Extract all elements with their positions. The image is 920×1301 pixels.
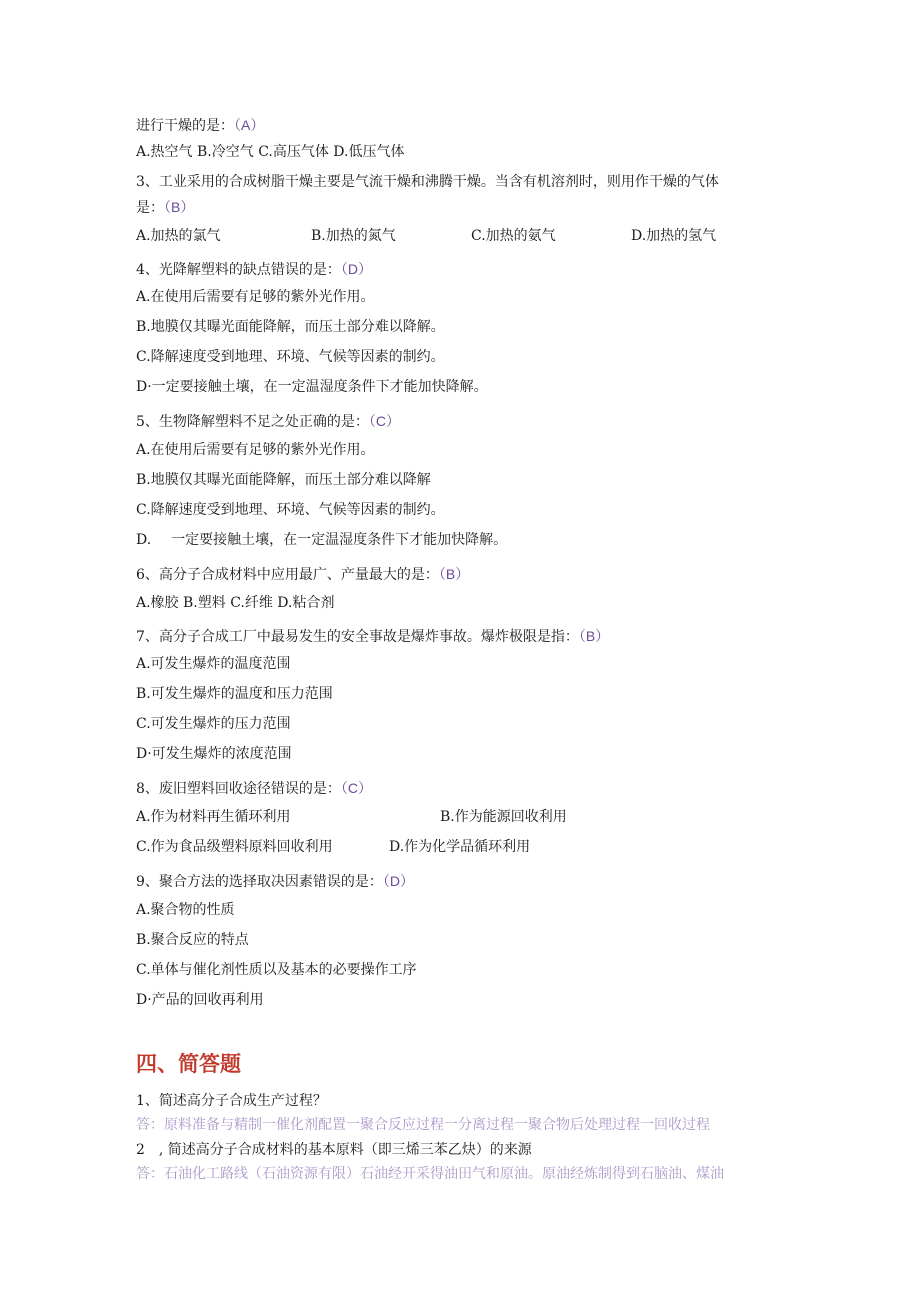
q4-answer: （D） [340, 261, 373, 277]
q6-stem-line [136, 565, 469, 584]
section-heading: 四、简答题 [136, 1051, 241, 1076]
q9-option-d: D·产品的回收再利用 [136, 992, 264, 1008]
q3-stem-line1: 3、工业采用的合成树脂干燥主要是气流干燥和沸腾干燥。当含有机溶剂时，则用作干燥的气体 [136, 174, 719, 190]
q8-stem: 8、废旧塑料回收途径错误的是： [136, 781, 341, 797]
q5-option-b: B.地膜仅其曝光面能降解，而压土部分难以降解 [136, 472, 431, 488]
q5-option-d-label: D. [136, 532, 152, 548]
q4-option-b: B.地膜仅其曝光面能降解，而压土部分难以降解。 [136, 319, 445, 335]
q4-stem: 4、光降解塑料的缺点错误的是： [136, 262, 341, 278]
q7-stem: 7、高分子合成工厂中最易发生的安全事故是爆炸事故。爆炸极限是指： [136, 629, 579, 645]
q6-answer: （B） [438, 566, 470, 582]
q2-stem-line [136, 116, 264, 135]
q6-options: A.橡胶 B.塑料 C.纤维 D.粘合剂 [136, 595, 335, 611]
q9-stem: 9、聚合方法的选择取决因素错误的是： [136, 874, 383, 890]
q9-option-b: B.聚合反应的特点 [136, 932, 249, 948]
q9-stem-line [136, 872, 414, 891]
q3-option-d: D.加热的氢气 [631, 228, 717, 244]
short-answer-q1: 1、简述高分子合成生产过程？ [136, 1093, 327, 1109]
q7-option-b: B.可发生爆炸的温度和压力范围 [136, 686, 333, 702]
q5-option-a: A.在使用后需要有足够的紫外光作用。 [136, 442, 375, 458]
q4-option-c: C.降解速度受到地理、环境、气候等因素的制约。 [136, 349, 445, 365]
q7-option-c: C.可发生爆炸的压力范围 [136, 716, 291, 732]
q7-option-a: A.可发生爆炸的温度范围 [136, 656, 291, 672]
q5-option-d [136, 531, 507, 549]
q7-option-d: D·可发生爆炸的浓度范围 [136, 746, 292, 762]
q8-stem-line [136, 779, 372, 798]
q4-option-a: A.在使用后需要有足够的紫外光作用。 [136, 289, 375, 305]
short-answer-q2: 2 , 简述高分子合成材料的基本原料（即三烯三苯乙炔）的来源 [136, 1142, 532, 1158]
q3-stem-continued: 是： [136, 200, 164, 216]
q5-option-c: C.降解速度受到地理、环境、气候等因素的制约。 [136, 502, 445, 518]
q7-answer: （B） [578, 628, 610, 644]
q4-option-d: D·一定要接触土壤，在一定温湿度条件下才能加快降解。 [136, 379, 488, 395]
q8-option-a: A.作为材料再生循环利用 [136, 809, 291, 825]
q3-answer: （B） [164, 199, 195, 215]
short-answer-a2: 答：石油化工路线（石油资源有限）石油经开采得油田气和原油。原油经炼制得到石脑油、煤油 [136, 1166, 724, 1182]
q3-stem-line2 [136, 198, 194, 217]
q2-stem: 进行干燥的是： [136, 118, 234, 134]
q3-option-c: C.加热的氨气 [471, 228, 556, 244]
q8-option-c: C.作为食品级塑料原料回收利用 [136, 839, 333, 855]
q9-answer: （D） [382, 873, 415, 889]
q5-stem: 5、生物降解塑料不足之处正确的是： [136, 414, 369, 430]
q2-options: A.热空气 B.冷空气 C.高压气体 D.低压气体 [136, 144, 405, 160]
short-answer-a1: 答：原料准备与精制一催化剂配置一聚合反应过程一分离过程一聚合物后处理过程一回收过程 [136, 1117, 710, 1133]
q8-option-d: D.作为化学品循环利用 [389, 839, 531, 855]
q2-answer: （A） [234, 117, 265, 133]
q5-answer: （C） [368, 413, 401, 429]
q7-stem-line [136, 627, 609, 646]
q9-option-a: A.聚合物的性质 [136, 902, 235, 918]
q6-stem: 6、高分子合成材料中应用最广、产量最大的是： [136, 567, 439, 583]
q8-option-b: B.作为能源回收利用 [440, 809, 567, 825]
q5-option-d-text: 一定要接触土壤，在一定温湿度条件下才能加快降解。 [171, 532, 508, 548]
q3-option-b: B.加热的氮气 [311, 228, 396, 244]
q8-answer: （C） [340, 780, 373, 796]
q9-option-c: C.单体与催化剂性质以及基本的必要操作工序 [136, 962, 417, 978]
q3-option-a: A.加热的氯气 [136, 228, 221, 244]
q5-stem-line [136, 412, 400, 431]
q4-stem-line [136, 260, 372, 279]
